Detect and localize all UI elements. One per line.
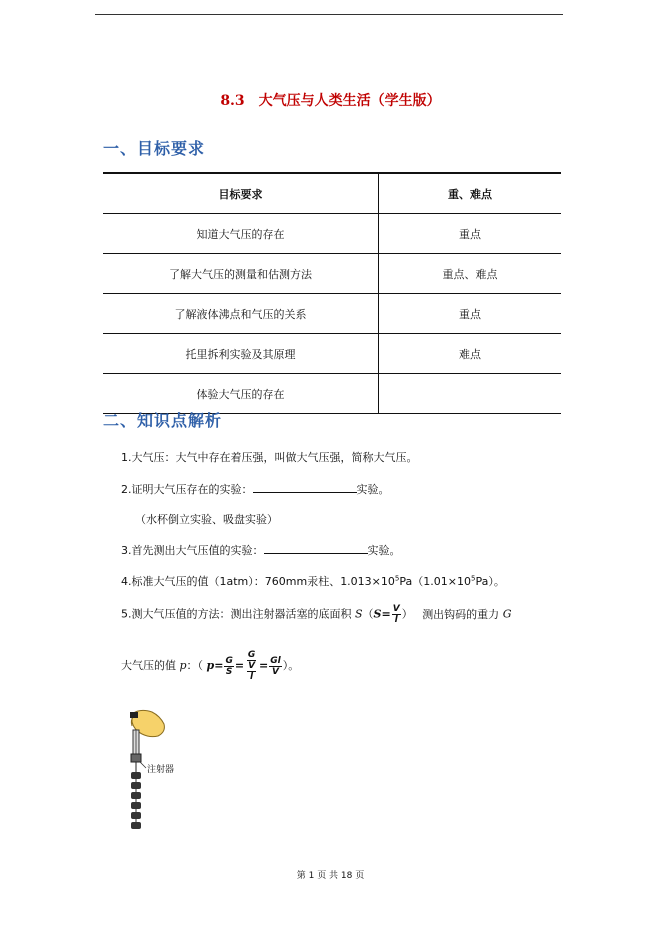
point-5-mid: 测出钩码的重力 — [422, 607, 500, 621]
fraction-v-over-l: $\frac{V}{l}$ — [392, 604, 400, 625]
table-row — [103, 214, 561, 254]
point-6-colon: ：（ — [186, 659, 204, 672]
fill-blank[interactable] — [264, 552, 368, 554]
equals-sign: = — [259, 659, 269, 672]
symbol-g: G — [502, 607, 512, 621]
column-header: 目标要求 — [103, 173, 379, 214]
knowledge-heading: 二、知识点解析 — [103, 411, 223, 430]
knowledge-point-2 — [121, 481, 390, 497]
fraction-gl-over-v: $\frac{Gl}{V}$ — [270, 655, 281, 677]
fraction-g-over-s: $\frac{G}{S}$ — [225, 655, 233, 677]
point-3-suffix: 实验。 — [367, 544, 401, 557]
difficulty-cell: 难点 — [379, 334, 562, 374]
goal-cell: 体验大气压的存在 — [103, 374, 379, 414]
formula-s-eq: S= — [373, 607, 391, 621]
table-header-row — [103, 173, 561, 214]
symbol-p: p — [179, 659, 187, 672]
knowledge-point-6 — [121, 650, 299, 682]
knowledge-point-4 — [121, 573, 505, 589]
symbol-s: S — [355, 607, 363, 621]
knowledge-point-2-note: （水杯倒立实验、吸盘实验） — [135, 513, 278, 526]
paren-open: （ — [362, 607, 374, 621]
knowledge-point-3 — [121, 542, 401, 558]
equals-sign: = — [234, 659, 245, 672]
knowledge-point-1: 1.大气压：大气中存在着压强，叫做大气压强，简称大气压。 — [121, 451, 418, 464]
fill-blank[interactable] — [253, 491, 357, 493]
point-6-text: 大气压的值 — [121, 659, 176, 672]
difficulty-cell: 重点、难点 — [379, 254, 562, 294]
goal-cell: 了解大气压的测量和估测方法 — [103, 254, 379, 294]
page-footer: 第 1 页 共 18 页 — [296, 871, 365, 881]
table-row — [103, 254, 561, 294]
fraction-g-over-v-over-l: $\frac{G}{\frac{V}{l}}$ — [247, 650, 256, 682]
point-4-end: Pa）。 — [475, 575, 505, 588]
difficulty-cell: 重点 — [379, 294, 562, 334]
document-title: 8.3 大气压与人类生活（学生版） — [220, 93, 441, 109]
goal-cell: 托里拆利实验及其原理 — [103, 334, 379, 374]
goal-cell: 知道大气压的存在 — [103, 214, 379, 254]
knowledge-point-5 — [121, 604, 511, 625]
difficulty-cell — [379, 374, 562, 414]
exponent: 5 — [394, 574, 400, 583]
point-2-suffix: 实验。 — [356, 483, 390, 496]
point-2-text: 2.证明大气压存在的实验： — [121, 483, 253, 496]
paren-close: ） — [401, 607, 413, 621]
goals-table — [103, 172, 561, 414]
fraction-v-over-l: $\frac{V}{l}$ — [248, 661, 256, 682]
column-header: 重、难点 — [379, 173, 562, 214]
exponent: 5 — [470, 574, 476, 583]
table-row — [103, 334, 561, 374]
table-row — [103, 294, 561, 334]
goals-heading: 一、目标要求 — [103, 139, 206, 158]
point-4-mid: Pa（1.01×10 — [399, 575, 471, 588]
difficulty-cell: 重点 — [379, 214, 562, 254]
syringe-figure — [120, 706, 200, 836]
point-5-text: 5.测大气压值的方法：测出注射器活塞的底面积 — [121, 607, 352, 621]
point-4-text: 4.标准大气压的值（1atm）：760mm汞柱、1.013×10 — [121, 575, 395, 588]
syringe-label: 注射器 — [147, 765, 175, 775]
header-rule — [95, 14, 563, 15]
formula-p-eq: p= — [206, 659, 224, 672]
point-3-text: 3.首先测出大气压值的实验： — [121, 544, 264, 557]
point-6-close: ）。 — [282, 659, 300, 672]
goal-cell: 了解液体沸点和气压的关系 — [103, 294, 379, 334]
